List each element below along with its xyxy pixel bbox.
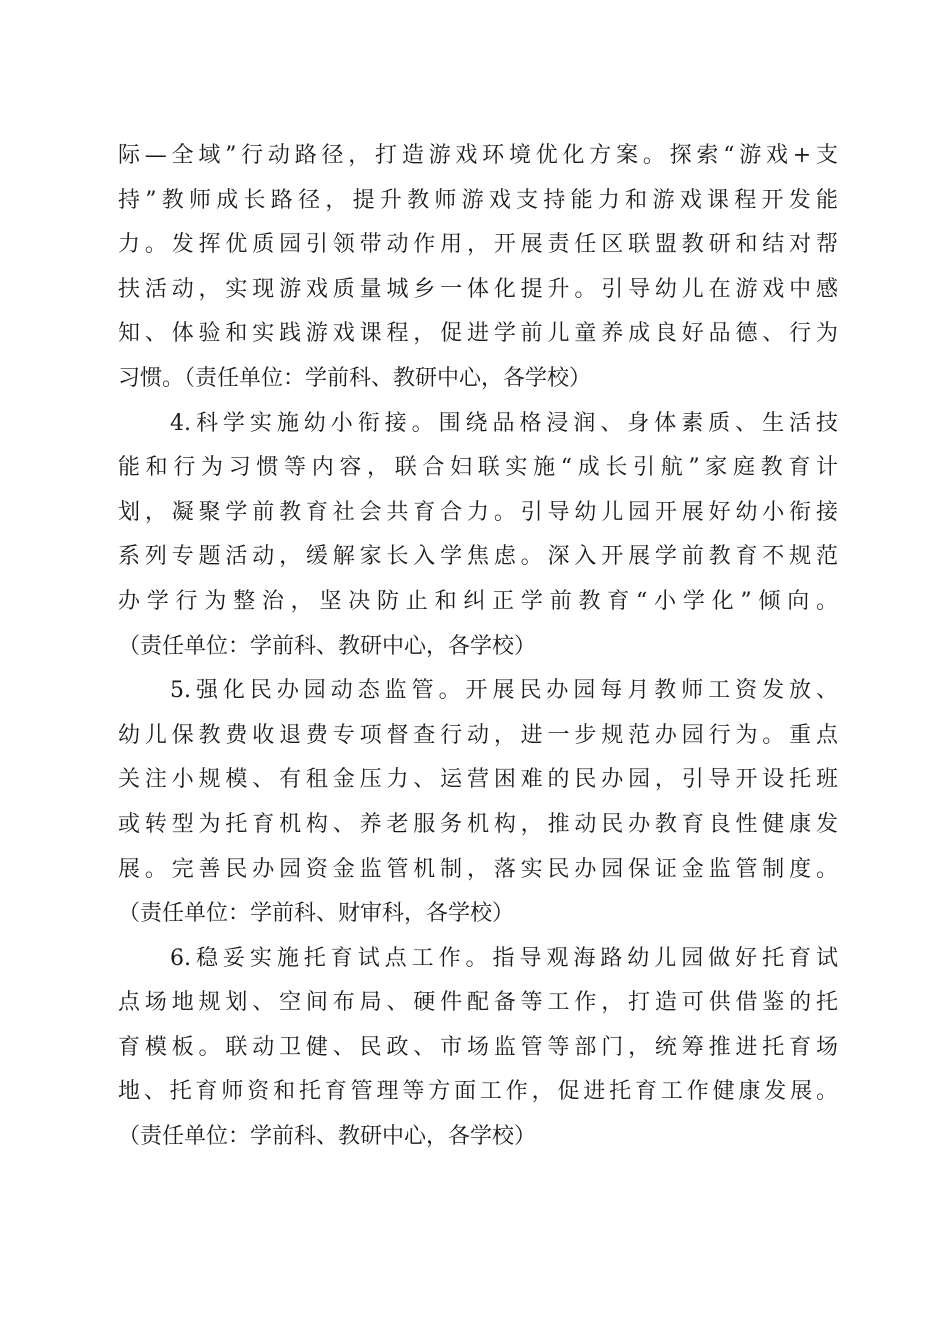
text-line: 扶活动，实现游戏质量城乡一体化提升。引导幼儿在游戏中感 [118, 276, 838, 302]
text-line: （责任单位：学前科、教研中心，各学校） [118, 633, 537, 659]
text-line: 点场地规划、空间布局、硬件配备等工作，打造可供借鉴的托 [118, 990, 838, 1016]
paragraph-heading-line: 6.稳妥实施托育试点工作。指导观海路幼儿园做好托育试 [170, 945, 838, 971]
paragraph-3-continued [118, 134, 838, 402]
text-line: 能和行为习惯等内容，联合妇联实施“成长引航”家庭教育计 [118, 455, 838, 481]
text-line: 际—全域”行动路径，打造游戏环境优化方案。探索“游戏+支 [118, 143, 838, 168]
text-line: 关注小规模、有租金压力、运营困难的民办园，引导开设托班 [118, 767, 838, 793]
text-line: （责任单位：学前科、教研中心，各学校） [118, 1124, 537, 1150]
paragraph-heading-line: 5.强化民办园动态监管。开展民办园每月教师工资发放、 [170, 678, 838, 704]
text-line: 力。发挥优质园引领带动作用，开展责任区联盟教研和结对帮 [118, 232, 838, 258]
paragraph-6-childcare-pilot [118, 937, 838, 1160]
text-line: （责任单位：学前科、财审科，各学校） [118, 901, 515, 927]
paragraph-4-kindergarten-primary-transition [118, 402, 838, 670]
text-line: 习惯。（责任单位：学前科、教研中心，各学校） [118, 365, 592, 391]
text-line: 划，凝聚学前教育社会共育合力。引导幼儿园开展好幼小衔接 [118, 499, 838, 525]
text-line: 育模板。联动卫健、民政、市场监管等部门，统筹推进托育场 [118, 1034, 838, 1060]
text-line: 办学行为整治，坚决防止和纠正学前教育“小学化”倾向。 [118, 588, 838, 614]
text-line: 幼儿保教费收退费专项督查行动，进一步规范办园行为。重点 [118, 722, 838, 748]
text-line: 持”教师成长路径，提升教师游戏支持能力和游戏课程开发能 [118, 187, 838, 213]
text-line: 知、体验和实践游戏课程，促进学前儿童养成良好品德、行为 [118, 321, 838, 347]
text-line: 系列专题活动，缓解家长入学焦虑。深入开展学前教育不规范 [118, 544, 838, 570]
text-line: 地、托育师资和托育管理等方面工作，促进托育工作健康发展。 [118, 1079, 838, 1105]
document-page [118, 134, 838, 1160]
paragraph-5-private-kindergarten-supervision [118, 669, 838, 937]
text-line: 或转型为托育机构、养老服务机构，推动民办教育良性健康发 [118, 811, 838, 837]
paragraph-heading-line: 4.科学实施幼小衔接。围绕品格浸润、身体素质、生活技 [170, 410, 838, 436]
text-line: 展。完善民办园资金监管机制，落实民办园保证金监管制度。 [118, 856, 838, 882]
